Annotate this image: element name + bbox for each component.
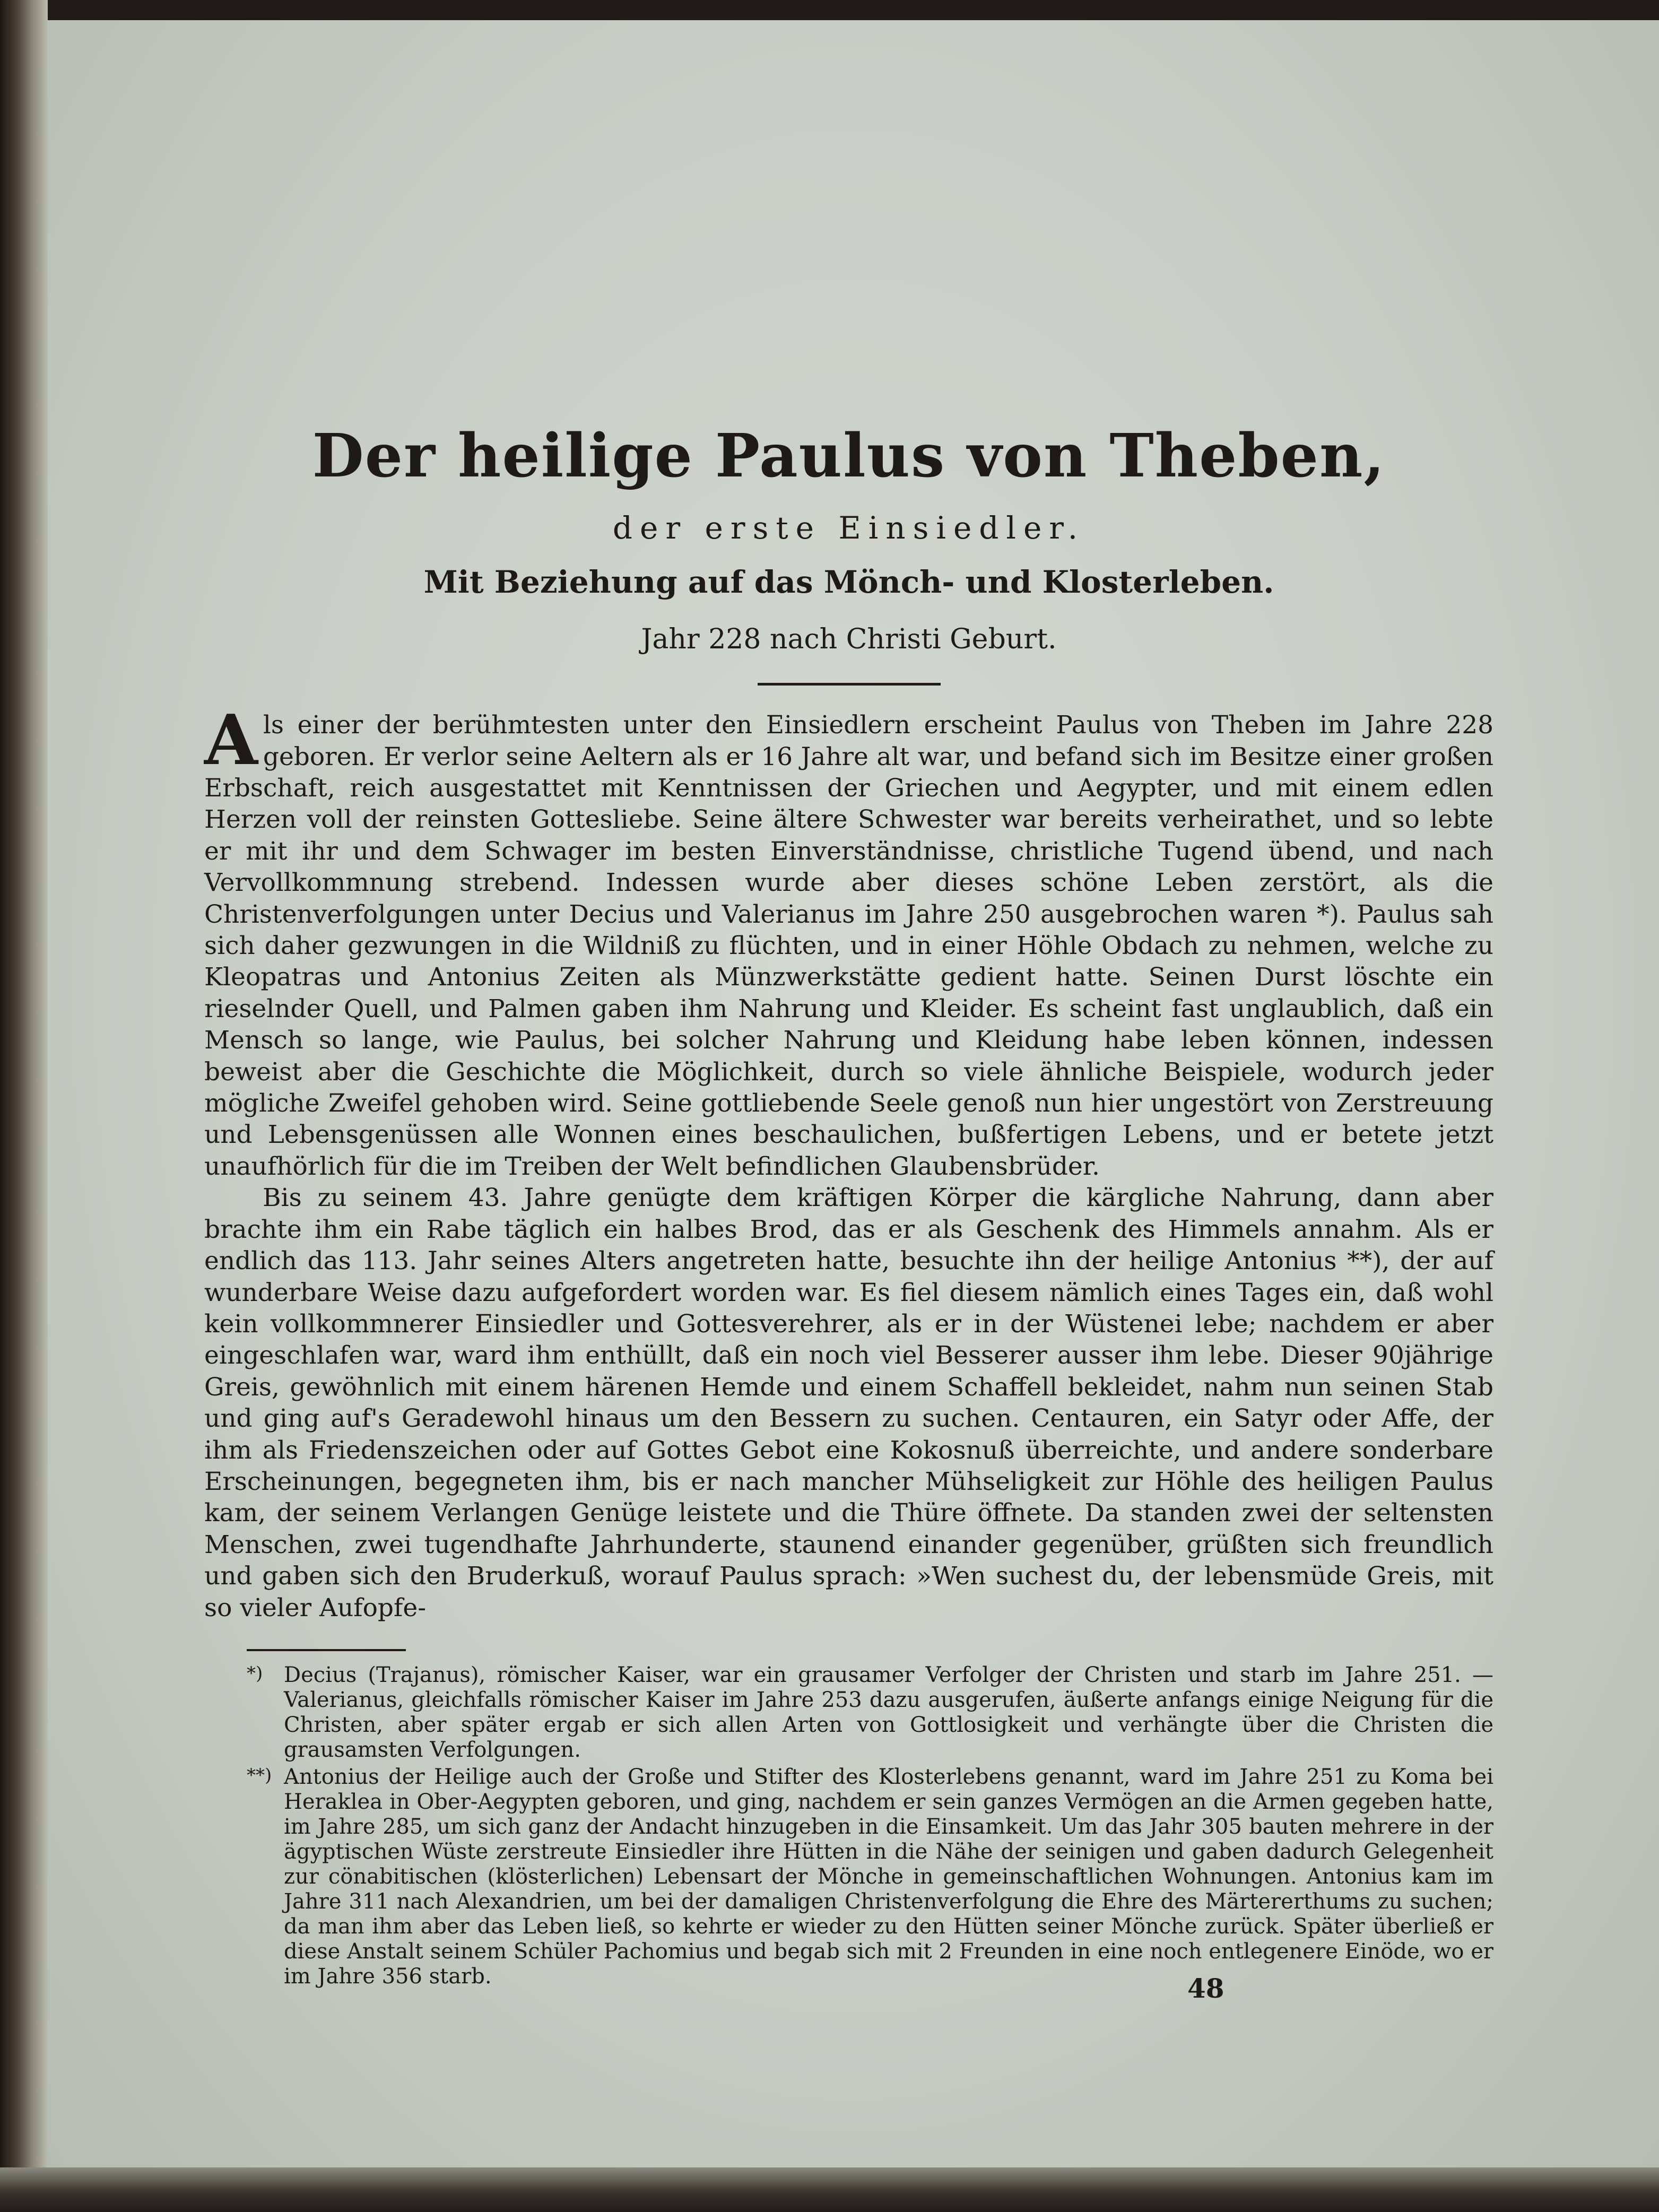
- paragraph-1-text: ls einer der berühmtesten unter den Einsiedlern erscheint Paulus von Theben im Jahre 228 geboren. Er verlor seine Aeltern als er 16 Jahre alt war, und befand sich im Besitze einer großen Erbschaft, reich ausgestattet mit Kenntnissen der Griechen und Aegypter, und mit einem edlen Herzen voll der reinsten Gottesliebe. Seine ältere Schwester war bereits verheirathet, und so lebte er mit ihr und dem Schwager im besten Einverständnisse, christliche Tugend übend, und nach Vervollkommnung strebend. Indessen wurde aber dieses schöne Leben zerstört, als die Christenverfolgungen unter Decius und Valerianus im Jahre 250 ausgebrochen waren *). Paulus sah sich daher gezwungen in die Wildniß zu flüchten, und in einer Höhle Obdach zu nehmen, welche zu Kleopatras und Antonius Zeiten als Münzwerkstätte gedient hatte. Seinen Durst löschte ein rieselnder Quell, und Palmen gaben ihm Nahrung und Kleider. Es scheint fast unglaublich, daß ein Mensch so lange, wie Paulus, bei solcher Nahrung und Kleidung habe leben können, indessen beweist aber die Geschichte die Möglichkeit, durch so viele ähnliche Beispiele, wodurch jeder mögliche Zweifel gehoben wird. Seine gottliebende Seele genoß nun hier ungestört von Zerstreuung und Lebensgenüssen alle Wonnen eines beschaulichen, bußfertigen Lebens, und er betete jetzt unaufhörlich für die im Treiben der Welt befindlichen Glaubensbrüder.: [204, 710, 1493, 1181]
- footnotes: [247, 1663, 1493, 1989]
- scan-bottom-edge: [0, 2167, 1659, 2212]
- chapter-title: Der heilige Paulus von Theben,: [312, 421, 1386, 491]
- footnote-antonius: [247, 1765, 1493, 1989]
- book-page: [48, 20, 1659, 2167]
- scan-top-edge: [0, 0, 1659, 20]
- body-text: [204, 699, 1493, 1624]
- footnote-text: Decius (Trajanus), römischer Kaiser, war ein grausamer Verfolger der Christen und starb im Jahre 251. — Valerianus, gleichfalls römischer Kaiser im Jahre 253 dazu ausgerufen, äußerte anfangs einige Neigung für die Christen, aber später ergab er sich allen Arten von Gottlosigkeit und verhängte über die Christen die grausamsten Verfolgungen.: [284, 1662, 1493, 1762]
- footnote-divider: [247, 1649, 406, 1651]
- paragraph-2: Bis zu seinem 43. Jahre genügte dem kräftigen Körper die kärgliche Nahrung, dann aber brachte ihm ein Rabe täglich ein halbes Brod, das er als Geschenk des Himmels annahm. Als er endlich das 113. Jahr seines Alters angetreten hatte, besuchte ihn der heilige Antonius **), der auf wunderbare Weise dazu aufgefordert worden war. Es fiel diesem nämlich eines Tages ein, daß wohl kein vollkommnerer Einsiedler und Gottesverehrer, als er in der Wüstenei lebe; nachdem er aber eingeschlafen war, ward ihm enthüllt, daß ein noch viel Besserer ausser ihm lebe. Dieser 90jährige Greis, gewöhnlich mit einem härenen Hemde und einem Schaffell bekleidet, nahm nun seinen Stab und ging auf's Geradewohl hinaus um den Bessern zu suchen. Centauren, ein Satyr oder Affe, der ihm als Friedenszeichen oder auf Gottes Gebot eine Kokosnuß überreichte, und andere sonderbare Erscheinungen, begegneten ihm, bis er nach mancher Mühseligkeit zur Höhle des heiligen Paulus kam, der seinem Verlangen Genüge leistete und die Thüre öffnete. Da standen zwei der seltensten Menschen, zwei tugendhafte Jahrhunderte, staunend einander gegenüber, grüßten sich freundlich und gaben sich den Bruderkuß, worauf Paulus sprach: »Wen suchest du, der lebensmüde Greis, mit so vieler Aufopfe-: [204, 1183, 1493, 1623]
- title-divider: [758, 683, 941, 686]
- page-content: [204, 423, 1493, 1989]
- footnote-marker: **): [247, 1764, 272, 1786]
- book-binding-edge: [0, 0, 48, 2212]
- chapter-subtitle: der erste Einsiedler.: [612, 510, 1085, 547]
- drop-cap: A: [204, 699, 258, 781]
- footnote-text: Antonius der Heilige auch der Große und Stifter des Klosterlebens genannt, ward im Jahre 251 zu Koma bei Heraklea in Ober-Aegypten geboren, und ging, nachdem er sein ganzes Vermögen an die Armen gegeben hatte, im Jahre 285, um sich ganz der Andacht hinzugeben in die Einsamkeit. Um das Jahr 305 bauten mehrere in der ägyptischen Wüste zerstreute Einsiedler ihre Hütten in die Nähe der seinigen und gaben dadurch Gelegenheit zur cönabitischen (klösterlichen) Lebensart der Mönche in gemeinschaftlichen Wohnungen. Antonius kam im Jahre 311 nach Alexandrien, um bei der damaligen Christenverfolgung die Ehre des Märtererthums zu suchen; da man ihm aber das Leben ließ, so kehrte er wieder zu den Hütten seiner Mönche zurück. Später überließ er diese Anstalt seinem Schüler Pachomius und begab sich mit 2 Freunden in eine noch entlegenere Einöde, wo er im Jahre 356 starb.: [284, 1764, 1493, 1989]
- chapter-tagline: Mit Beziehung auf das Mönch- und Klosterleben.: [423, 564, 1274, 601]
- chapter-date: Jahr 228 nach Christi Geburt.: [641, 623, 1057, 656]
- page-number: 48: [1187, 1973, 1224, 2004]
- footnote-decius: [247, 1663, 1493, 1763]
- paragraph-1: [204, 699, 1493, 1182]
- footnote-marker: *): [247, 1662, 263, 1684]
